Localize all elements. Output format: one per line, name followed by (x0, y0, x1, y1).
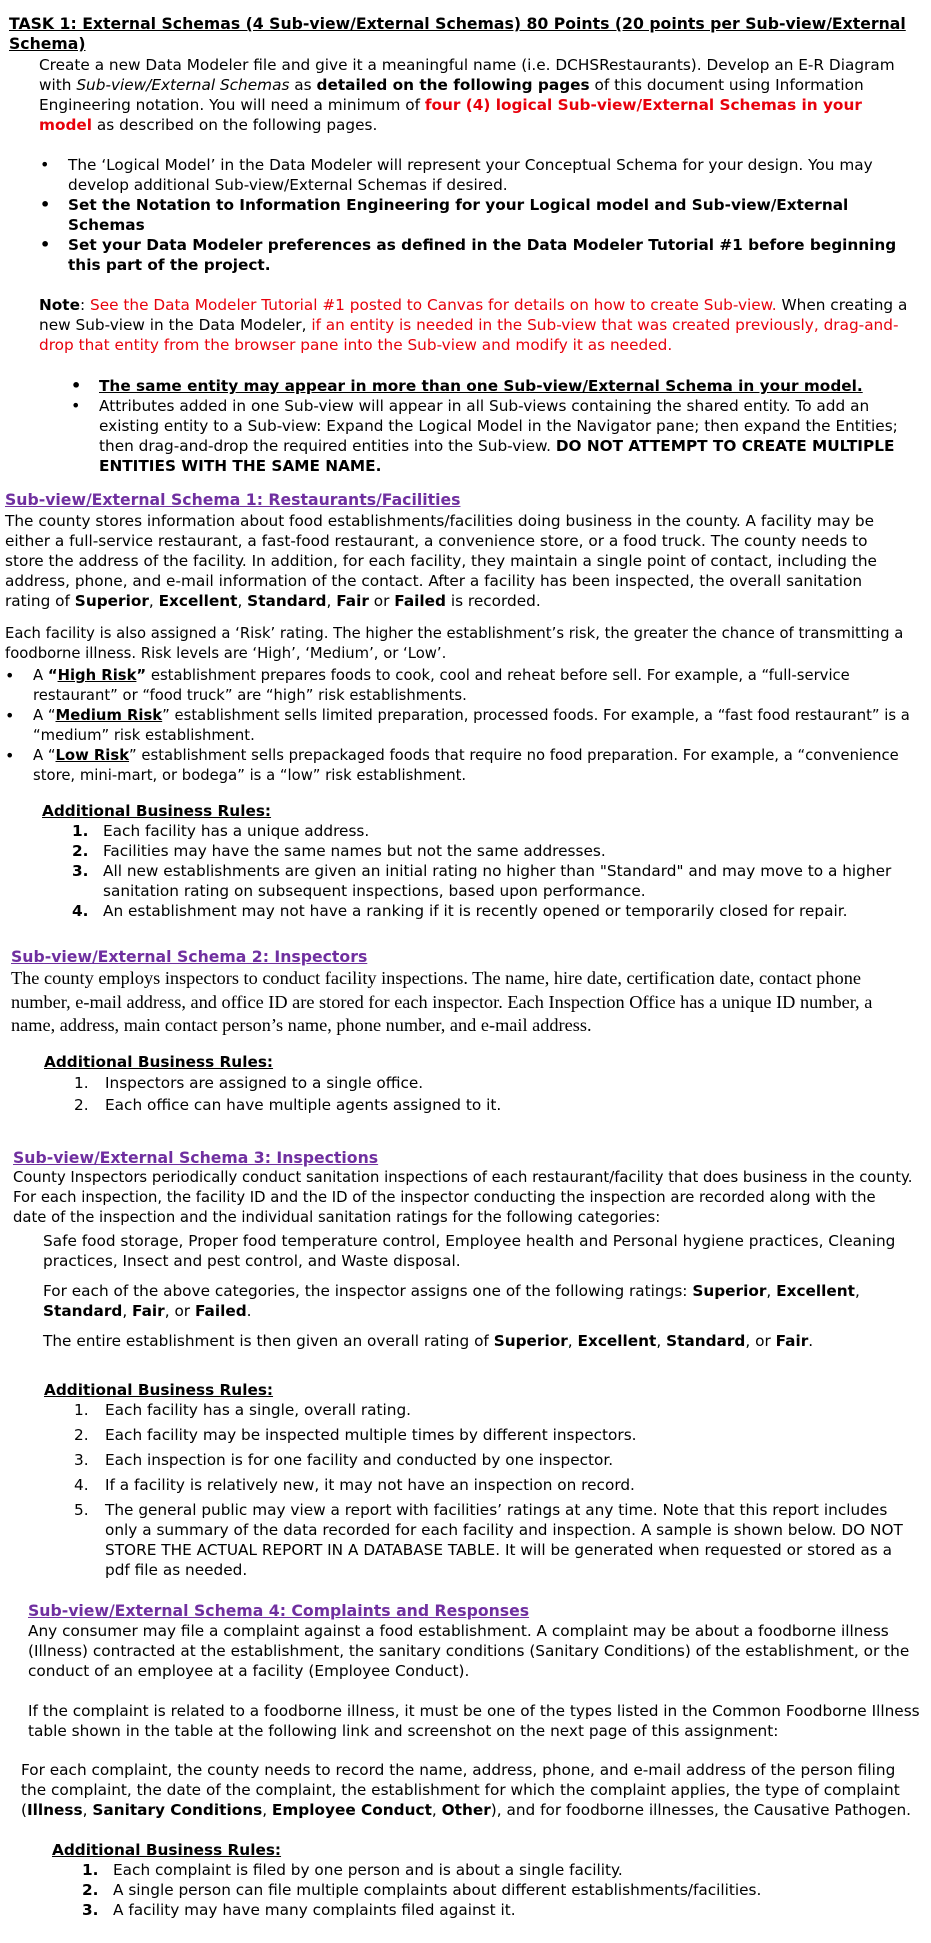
intro-text-4: as described on the following pages. (92, 116, 378, 134)
schema2-paragraph: The county employs inspectors to conduct facility inspections. The name, hire date, certification date, contact phone number, e-mail address, and office ID are stored for each inspector. Each Inspection Office has a unique ID number, a name, address, main contact person’s name, phone number, and e-mail address. (11, 968, 873, 1035)
schema4-section (28, 1601, 921, 1741)
schema1-paragraph-1: The county stores information about food establishments/facilities doing business in the county. A facility may be either a full-service restaurant, a fast-food restaurant, a convenience store, or a food truck. The county needs to store the address of the facility. In addition, for each facility, they maintain a single point of contact, including the address, phone, and e-mail information of the contact. After a facility has been inspected, the overall sanitation rating of Superior, Excellent, Standard, Fair or Failed is recorded. (5, 512, 877, 610)
schema3-paragraph-1: County Inspectors periodically conduct sanitation inspections of each restaurant/facility that does business in the county. For each inspection, the facility ID and the ID of the inspector conducting the inspection are recorded along with the date of the inspection and the individual sanitation ratings for the following categories: (13, 1169, 913, 1226)
schema3-rule: 1. Each facility has a single, overall rating. (74, 1401, 412, 1419)
schema3-rule: 4. If a facility is relatively new, it may not have an inspection on record. (74, 1476, 635, 1494)
schema1-rule: 4. An establishment may not have a ranking if it is recently opened or temporarily closed for repair. (72, 902, 848, 920)
schema2-rule: 2. Each office can have multiple agents assigned to it. (74, 1096, 502, 1114)
schema1-risk-list (5, 666, 910, 786)
schema3-rules-heading: Additional Business Rules: (44, 1381, 274, 1399)
task-bullets-2 (71, 376, 911, 476)
schema2-rules-heading: Additional Business Rules: (44, 1053, 274, 1071)
schema1-paragraph-2: Each facility is also assigned a ‘Risk’ rating. The higher the establishment’s risk, the greater the chance of transmitting a foodborne illness. Risk levels are ‘High’, ‘Medium’, or ‘Low’. (5, 625, 904, 662)
schema3-rule: 2. Each facility may be inspected multiple times by different inspectors. (74, 1426, 637, 1444)
intro-text-2: as (289, 76, 317, 94)
note-red-1: See the Data Modeler Tutorial #1 posted to Canvas for details on how to create Sub-view. (90, 296, 777, 314)
schema4-paragraph-1: Any consumer may file a complaint against a food establishment. A complaint may be about a foodborne illness (Illness) contracted at the establishment, the sanitary conditions (Sanitary Conditions) of the establishment, or the conduct of an employee at a facility (Employee Conduct). (28, 1622, 910, 1680)
intro-red-bold: four (4) logical Sub-view/External Schemas in your model (39, 96, 862, 134)
schema3-overall-paragraph: The entire establishment is then given an overall rating of Superior, Excellent, Standard, or Fair. (43, 1332, 814, 1350)
intro-text-1: Create a new Data Modeler file and give it a meaningful name (i.e. DCHSRestaurants). Develop an E-R Diagram with (39, 56, 895, 94)
schema4-paragraph-2: If the complaint is related to a foodborne illness, it must be one of the types listed in the Common Foodborne Illness table shown in the table at the following link and screenshot on the next page of this assignment: (28, 1702, 920, 1740)
bullet-notation: • Set the Notation to Information Engineering for your Logical model and Sub-view/External Schemas (40, 195, 910, 235)
bullet-preferences: • Set your Data Modeler preferences as defined in the Data Modeler Tutorial #1 before beginning this part of the project. (40, 235, 910, 275)
intro-bold: detailed on the following pages (316, 76, 590, 94)
task-title: TASK 1: External Schemas (4 Sub-view/External Schemas) 80 Points (20 points per Sub-view/External Schema) (9, 14, 906, 53)
schema3-categories-text: Safe food storage, Proper food temperature control, Employee health and Personal hygiene practices, Cleaning practices, Insect and pest control, and Waste disposal. (43, 1232, 896, 1270)
schema4-title: Sub-view/External Schema 4: Complaints and Responses (28, 1601, 530, 1620)
schema1-rules-heading: Additional Business Rules: (42, 802, 272, 820)
task-intro (39, 55, 909, 135)
schema3-rule: 5. The general public may view a report with facilities’ ratings at any time. Note that this report includes only a summary of the data recorded for each facility and inspection. A sample is shown below. DO NOT STORE THE ACTUAL REPORT IN A DATABASE TABLE. It will be generated when requested or stored as a pdf file as needed. (74, 1501, 903, 1579)
schema1-rules (42, 801, 912, 921)
task-note: Note: See the Data Modeler Tutorial #1 posted to Canvas for details on how to create Sub-view. When creating a new Sub-view in the Data Modeler, if an entity is needed in the Sub-view that was created previously, drag-and-drop that entity from the browser pane into the Sub-view and modify it as needed. (39, 296, 908, 354)
risk-high: • A “High Risk” establishment prepares foods to cook, cool and reheat before sell. For example, a “full-service restaurant” or “food truck” are “high” risk establishments. (5, 666, 910, 706)
schema4-rule: 1. Each complaint is filed by one person and is about a single facility. (82, 1861, 623, 1879)
intro-text-3: of this document using Information Engineering notation. You will need a minimum of (39, 76, 864, 114)
schema4-paragraph-3: For each complaint, the county needs to record the name, address, phone, and e-mail address of the person filing the complaint, the date of the complaint, the establishment for which the complaint applies, the type of complaint (Illness, Sanitary Conditions, Employee Conduct, Other), and for foodborne illnesses, the Causative Pathogen. (21, 1761, 912, 1819)
intro-italic: Sub-view/External Schemas (76, 76, 290, 94)
schema3-ratings-paragraph: For each of the above categories, the inspector assigns one of the following ratings: Superior, Excellent, Standard, Fair, or Failed. (43, 1282, 860, 1320)
risk-low: • A “Low Risk” establishment sells prepackaged foods that require no food preparation. For example, a “convenience store, mini-mart, or bodega” is a “low” risk establishment. (5, 746, 910, 786)
risk-medium: • A “Medium Risk” establishment sells limited preparation, processed foods. For example, a “fast food restaurant” is a “medium” risk establishment. (5, 706, 910, 746)
schema3-rule: 3. Each inspection is for one facility and conducted by one inspector. (74, 1451, 614, 1469)
bullet-attributes: • Attributes added in one Sub-view will appear in all Sub-views containing the shared entity. To add an existing entity to a Sub-view: Expand the Logical Model in the Navigator pane; then expand the Entities; then drag-and-drop the required entities into the Sub-view. DO NOT ATTEMPT TO CREATE MULTIPLE ENTITIES WITH THE SAME NAME. (71, 396, 911, 476)
schema1-title: Sub-view/External Schema 1: Restaurants/Facilities (5, 490, 461, 509)
task-bullets (40, 155, 910, 275)
schema2-rules (44, 1052, 914, 1116)
schema3-categories (43, 1231, 913, 1351)
schema1-section (5, 490, 910, 664)
schema3-section (13, 1148, 913, 1228)
schema4-rule: 2. A single person can file multiple complaints about different establishments/facilities. (82, 1881, 762, 1899)
schema4-rule: 3. A facility may have many complaints filed against it. (82, 1901, 516, 1919)
note-red-2: if an entity is needed in the Sub-view that was created previously, drag-and-drop that entity from the browser pane into the Sub-view and modify it as needed. (39, 316, 899, 354)
note-label: Note (39, 296, 80, 314)
schema2-rule: 1. Inspectors are assigned to a single office. (74, 1074, 424, 1092)
schema3-title: Sub-view/External Schema 3: Inspections (13, 1148, 379, 1167)
bullet-same-entity: • The same entity may appear in more than one Sub-view/External Schema in your model. (71, 376, 911, 396)
schema2-title: Sub-view/External Schema 2: Inspectors (11, 947, 368, 966)
schema1-rule: 3. All new establishments are given an initial rating no higher than "Standard" and may move to a higher sanitation rating on subsequent inspections, based upon performance. (72, 862, 892, 900)
schema4-rules-heading: Additional Business Rules: (52, 1841, 282, 1859)
schema2-section (11, 947, 911, 1038)
schema1-rule: 2. Facilities may have the same names but not the same addresses. (72, 842, 606, 860)
schema4-rules (52, 1840, 922, 1920)
schema1-rule: 1. Each facility has a unique address. (72, 822, 370, 840)
bullet-logical-model: • The ‘Logical Model’ in the Data Modeler will represent your Conceptual Schema for your design. You may develop additional Sub-view/External Schemas if desired. (40, 155, 910, 195)
schema3-rules (44, 1380, 914, 1580)
